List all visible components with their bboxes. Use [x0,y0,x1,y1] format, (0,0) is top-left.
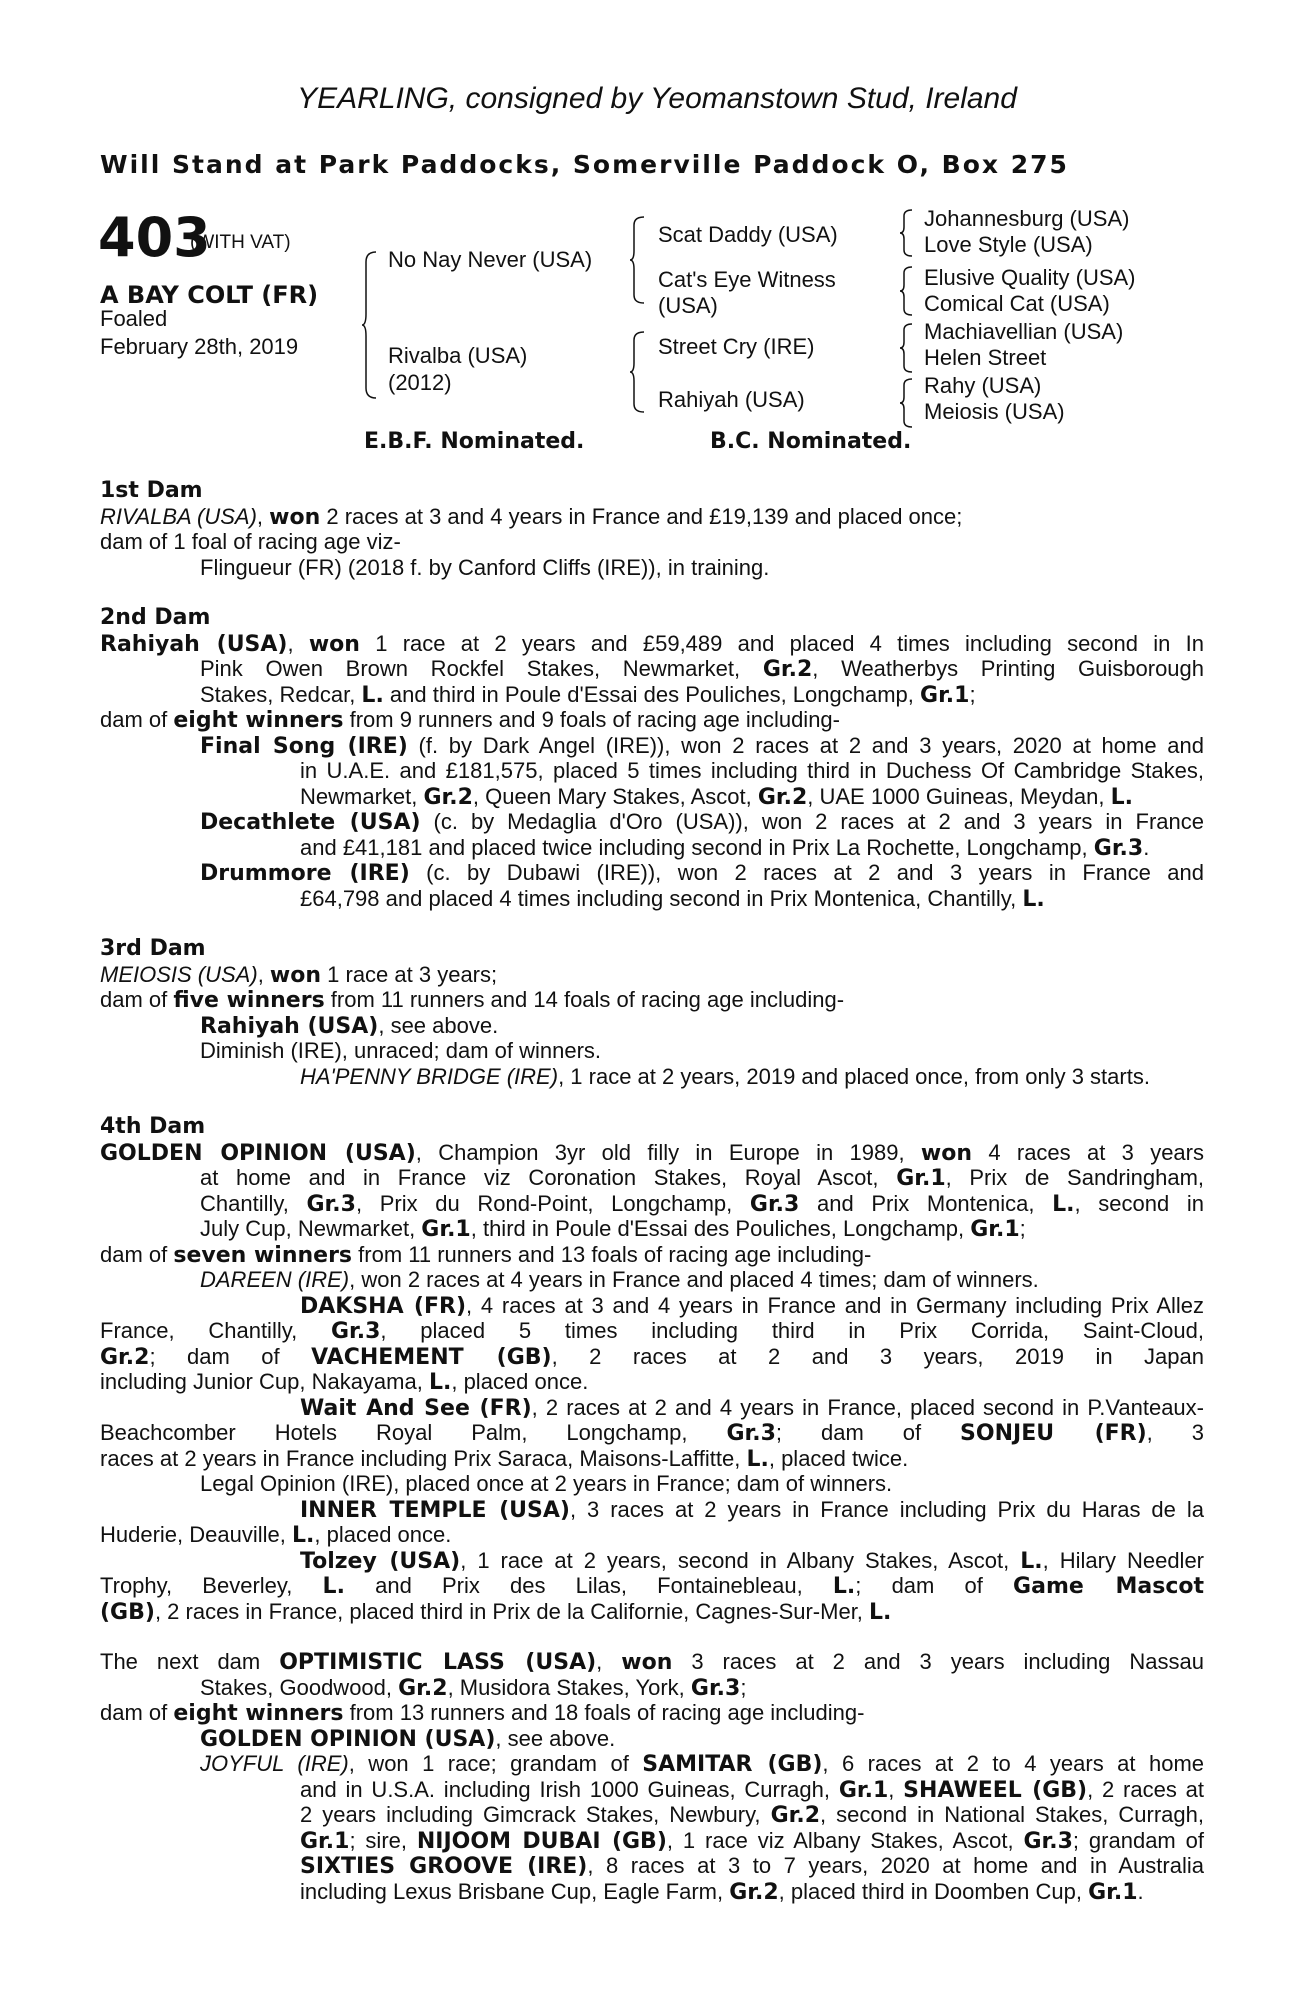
text-run: DAKSHA (FR) [300,1293,467,1319]
text-run: 3 races at 2 and 3 years including Nassau [672,1649,1204,1674]
text-run: Gr.1 [421,1217,471,1242]
text-run: HA'PENNY BRIDGE (IRE) [300,1063,559,1089]
text-run: Gr.2 [729,1879,779,1905]
text-run: , 1 race at 2 years, second in Albany Stakes, Ascot, [460,1547,1021,1573]
text-line [100,1064,1204,1090]
text-line [100,631,1204,657]
g-ssd: Love Style (USA) [924,232,1093,257]
text-run: in U.A.E. and £181,575, placed 5 times including third in Duchess Of Cambridge Stakes, [300,758,1204,783]
text-run: , placed 5 times including third in Prix Corrida, Saint-Cloud, [380,1318,1204,1343]
text-run: Decathlete (USA) [200,810,421,835]
text-run: NIJOOM DUBAI (GB) [416,1828,667,1854]
text-run: , 3 races at 2 years in France including Prix du Haras de la [569,1496,1204,1522]
text-run: and Prix des Lilas, Fontainebleau, [344,1573,833,1598]
text-run: eight winners [173,708,344,733]
text-run: , [596,1649,622,1674]
text-run: The next dam [100,1649,280,1674]
text-line [100,784,1204,810]
text-run: from 11 runners and 14 foals of racing age including- [324,987,845,1012]
text-line [100,707,1204,733]
text-run: L. [746,1446,769,1472]
text-line [100,1522,1204,1548]
text-run: SHAWEEL (GB) [903,1777,1088,1803]
text-line [100,1599,1204,1625]
sire-dam: Cat's Eye Witness [658,267,836,292]
text-run: eight winners [173,1701,344,1726]
location-line: Will Stand at Park Paddocks, Somerville Paddock O, Box 275 [100,150,1069,179]
text-line [100,1242,1204,1268]
text-run: 1 race at 2 years and £59,489 and placed 4 times including second in In [359,630,1204,656]
text-run: Gr.1 [838,1777,889,1803]
text-run: L. [869,1599,892,1625]
foaled-date: February 28th, 2019 [100,334,299,359]
text-run: , UAE 1000 Guineas, Meydan, [807,783,1111,809]
text-run: Gr.3 [306,1191,356,1217]
text-run: , placed once. [314,1522,452,1547]
text-line [100,1802,1204,1828]
text-run: at home and in France viz Coronation Stakes, Royal Ascot, [200,1165,897,1190]
text-run: ; sire, [349,1827,417,1853]
text-run: Gr.3 [330,1319,381,1344]
text-run: Stakes, Redcar, [200,681,362,707]
text-run: 1 race at 3 years; [321,961,498,987]
text-run: July Cup, Newmarket, [200,1216,422,1241]
text-run: JOYFUL (IRE) [200,1751,349,1776]
text-line [100,1293,1204,1319]
text-run: Newmarket, [300,783,424,809]
text-run: Chantilly, [200,1190,307,1216]
section-gap [100,911,1204,936]
section-heading: 1st Dam [100,478,203,503]
text-run: Legal Opinion (IRE), placed once at 2 years in France; dam of winners. [200,1471,893,1496]
text-line [100,733,1204,759]
text-run: Final Song (IRE) [200,733,408,759]
text-run: Gr.2 [423,784,473,810]
text-run: OPTIMISTIC LASS (USA) [279,1650,597,1675]
text-line [100,886,1204,912]
text-run: , Prix du Rond-Point, Longchamp, [355,1190,750,1216]
text-line [100,529,1204,555]
pedigree-brace-1 [900,208,914,258]
pedigree-brace-dam [630,330,646,414]
text-run: Rahiyah (USA) [100,631,288,657]
text-run: Gr.1 [1088,1879,1138,1905]
text-run: . [1143,834,1150,860]
text-run: from 11 runners and 13 foals of racing age including- [352,1241,872,1267]
text-run: , see above. [495,1725,616,1751]
text-run: won [621,1650,673,1675]
text-run: dam of [100,1241,174,1267]
text-line [100,1140,1204,1166]
text-run: dam of 1 foal of racing age viz- [100,529,401,554]
text-run: ; grandam of [1072,1827,1204,1853]
text-run: Flingueur (FR) (2018 f. by Canford Cliffs (IRE)), in training. [200,554,770,580]
section-heading: 4th Dam [100,1114,206,1139]
text-run: , second in [1074,1190,1204,1216]
text-run: , 2 races in France, placed third in Prix de la Californie, Cagnes-Sur-Mer, [154,1598,870,1624]
text-run: , 6 races at 2 to 4 years at home [822,1751,1205,1776]
text-run: , placed third in Doomben Cup, [778,1878,1089,1904]
text-line [100,1726,1204,1752]
pedigree-brace-2 [900,265,914,317]
text-line [100,1216,1204,1242]
pedigree-brace-3 [900,322,914,374]
text-run: , won 1 race; grandam of [348,1751,643,1776]
text-run: 4 races at 3 years [972,1139,1204,1165]
text-run: ; dam of [855,1573,1014,1598]
text-run: Stakes, Goodwood, [200,1674,399,1700]
text-run: and in U.S.A. including Irish 1000 Guineas, Curragh, [300,1776,839,1802]
text-run: SONJEU (FR) [960,1421,1147,1446]
text-run: Wait And See (FR) [300,1395,532,1421]
text-run: won [269,504,321,530]
text-run: , won 2 races at 4 years in France and placed 4 times; dam of winners. [349,1267,1039,1292]
section-gap [100,1089,1204,1114]
text-run: ; dam of [775,1420,961,1445]
text-run: Beachcomber Hotels Royal Palm, Longchamp, [100,1420,727,1445]
text-line [100,1777,1204,1803]
text-line [100,1675,1204,1701]
text-run: , placed twice. [768,1445,909,1471]
text-line [100,1548,1204,1574]
text-run: , [256,503,270,529]
text-run: Gr.3 [690,1675,741,1701]
text-run: Gr.3 [749,1191,800,1217]
text-run: Gr.3 [1023,1828,1073,1854]
text-run: dam of [100,1700,174,1725]
section-heading: 2nd Dam [100,605,211,630]
text-run: L. [1052,1191,1075,1217]
text-run: seven winners [173,1242,353,1268]
text-run: including Lexus Brisbane Cup, Eagle Farm, [300,1878,730,1904]
text-line [100,1497,1204,1523]
text-line [100,656,1204,682]
sire-sire: Scat Daddy (USA) [658,222,838,247]
text-run: from 13 runners and 18 foals of racing age including- [343,1700,865,1725]
text-run: Gr.2 [398,1675,448,1701]
text-line [100,504,1204,530]
ebf-nominated: E.B.F. Nominated. [364,429,585,454]
text-run: L. [428,1370,452,1395]
text-run: dam of [100,987,174,1012]
text-line [100,1751,1204,1777]
consignment-line: YEARLING, consigned by Yeomanstown Stud, Ireland [297,82,1017,115]
text-line [100,555,1204,581]
text-run: L. [832,1574,856,1599]
g-dds: Rahy (USA) [924,373,1042,398]
g-sss: Johannesburg (USA) [924,206,1130,231]
dam-year: (2012) [388,370,452,395]
text-run: , [888,1776,904,1802]
text-run: ; [969,681,976,707]
foaled-label: Foaled [100,306,168,331]
text-line [100,1879,1204,1905]
text-line [100,1318,1204,1344]
text-run: , 2 races at [1087,1776,1204,1802]
text-run: Gr.3 [726,1421,776,1446]
text-run: won [269,962,322,988]
text-line [100,1853,1204,1879]
text-run: (f. by Dark Angel (IRE)), won 2 races at 2 and 3 years, 2020 at home and [407,732,1204,758]
text-run: dam of [100,707,174,732]
text-run: Huderie, Deauville, [100,1522,292,1547]
g-dsd: Helen Street [924,345,1047,370]
text-run: , 1 race at 2 years, 2019 and placed once, from only 3 starts. [558,1063,1150,1089]
text-run: , second in National Stakes, Curragh, [820,1802,1205,1827]
text-line [100,1013,1204,1039]
dam: Rivalba (USA) [388,343,528,368]
text-run: and third in Poule d'Essai des Pouliches, Longchamp, [383,681,921,707]
text-line [100,1165,1204,1191]
text-run: , Queen Mary Stakes, Ascot, [472,783,758,809]
section-gap [100,1624,1204,1649]
bc-nominated: B.C. Nominated. [710,429,912,454]
text-run: , Hilary Needler [1042,1547,1205,1573]
text-run: SAMITAR (GB) [642,1752,823,1777]
text-run: five winners [173,988,325,1013]
text-run: VACHEMENT (GB) [311,1344,552,1370]
text-run: L. [291,1523,315,1548]
g-sds: Elusive Quality (USA) [924,265,1136,290]
text-run: Gr.1 [920,682,970,708]
text-line [100,1191,1204,1217]
text-run: Diminish (IRE), unraced; dam of winners. [200,1038,602,1063]
g-dss: Machiavellian (USA) [924,319,1124,344]
dam-sire: Street Cry (IRE) [658,334,815,359]
text-run: races at 2 years in France including Prix Saraca, Maisons-Laffitte, [100,1445,747,1471]
text-line [100,1420,1204,1446]
text-line [100,1573,1204,1599]
text-run: , [257,961,270,987]
text-run: Rahiyah (USA) [200,1013,379,1039]
text-run: Gr.2 [757,784,808,810]
text-run: L. [361,682,384,708]
pedigree-brace-main [362,250,378,400]
text-run: France, Chantilly, [100,1318,331,1343]
text-run: , 3 [1146,1420,1204,1445]
text-line [100,1267,1204,1293]
text-run: Gr.1 [896,1166,946,1191]
text-line [100,758,1204,784]
text-line [100,1649,1204,1675]
text-line [100,1700,1204,1726]
text-run: Gr.2 [762,657,813,682]
text-line [100,1395,1204,1421]
text-line [100,1038,1204,1064]
text-run: Gr.2 [770,1803,821,1828]
text-run: SIXTIES GROOVE (IRE) [300,1854,588,1879]
sire: No Nay Never (USA) [388,247,593,272]
text-run: (GB) [100,1599,155,1625]
vat-note: (WITH VAT) [190,232,291,253]
text-line [100,835,1204,861]
text-run: from 9 runners and 9 foals of racing age including- [343,707,840,732]
text-run: GOLDEN OPINION (USA) [200,1726,496,1752]
catalogue-text [100,478,1204,1904]
section-gap [100,580,1204,605]
text-run: won [308,631,360,657]
text-run: RIVALBA (USA) [100,503,257,529]
text-run: L. [1110,784,1133,810]
text-line [100,962,1204,988]
text-run: Gr.1 [970,1217,1020,1242]
text-run: ; [740,1674,747,1700]
text-run: , Champion 3yr old filly in Europe in 1989, [415,1139,921,1165]
text-run: (c. by Medaglia d'Oro (USA)), won 2 races at 2 and 3 years in France [420,809,1204,834]
text-run: and Prix Montenica, [799,1190,1053,1216]
text-run: £64,798 and placed 4 times including second in Prix Montenica, Chantilly, [300,885,1023,911]
text-run: ; dam of [149,1343,312,1369]
text-run: , Weatherbys Printing Guisborough [812,656,1205,681]
sire-dam-country: (USA) [658,293,718,318]
text-line [100,1446,1204,1472]
text-run: L. [1022,886,1045,912]
text-run: Gr.3 [1093,835,1144,861]
text-run: 2 races at 3 and 4 years in France and £19,139 and placed once; [320,503,963,529]
text-run: Tolzey (USA) [300,1548,461,1574]
dam-dam: Rahiyah (USA) [658,387,805,412]
text-line [100,1369,1204,1395]
text-run: , see above. [378,1012,499,1038]
text-run: including Junior Cup, Nakayama, [100,1369,429,1394]
lot-number: 403 [98,206,211,269]
pedigree-brace-sire [630,215,646,305]
text-run: , third in Poule d'Essai des Pouliches, Longchamp, [470,1216,971,1241]
text-run: INNER TEMPLE (USA) [300,1497,570,1523]
text-run: L. [322,1574,345,1599]
text-run: , [287,630,309,656]
section-heading: 3rd Dam [100,936,206,961]
text-line [100,1471,1204,1497]
text-run: Game Mascot [1013,1574,1205,1599]
text-run: , 8 races at 3 to 7 years, 2020 at home and in Australia [587,1853,1204,1878]
text-run: Gr.1 [300,1828,350,1854]
lot-title: A BAY COLT (FR) [100,281,319,309]
text-run: (c. by Dubawi (IRE)), won 2 races at 2 and 3 years in France and [409,860,1204,885]
text-run: , 2 races at 2 and 4 years in France, placed second in P.Vanteaux- [531,1394,1204,1420]
text-run: , Musidora Stakes, York, [447,1674,691,1700]
text-run: won [920,1140,973,1166]
text-line [100,987,1204,1013]
text-run: Gr.2 [100,1344,150,1370]
text-run: GOLDEN OPINION (USA) [100,1140,416,1166]
text-line [100,682,1204,708]
text-run: L. [1020,1548,1043,1574]
text-run: . [1137,1878,1144,1904]
text-run: , 1 race viz Albany Stakes, Ascot, [666,1827,1024,1853]
text-run: Drummore (IRE) [200,861,410,886]
text-run: 2 years including Gimcrack Stakes, Newbury, [300,1802,771,1827]
text-run: , 4 races at 3 and 4 years in France and in Germany including Prix Allez [466,1292,1204,1318]
text-run: Pink Owen Brown Rockfel Stakes, Newmarket, [200,656,763,681]
g-sdd: Comical Cat (USA) [924,291,1110,316]
pedigree-brace-4 [900,377,914,429]
text-run: and £41,181 and placed twice including second in Prix La Rochette, Longchamp, [300,834,1094,860]
text-line [100,1344,1204,1370]
text-run: , Prix de Sandringham, [945,1165,1205,1190]
text-run: ; [1019,1216,1026,1241]
text-run: Trophy, Beverley, [100,1573,323,1598]
g-ddd: Meiosis (USA) [924,399,1065,424]
text-line [100,809,1204,835]
text-run: MEIOSIS (USA) [100,961,258,987]
text-line [100,860,1204,886]
text-run: DAREEN (IRE) [200,1267,350,1292]
text-run: , placed once. [451,1369,589,1394]
text-run: , 2 races at 2 and 3 years, 2019 in Japan [551,1343,1204,1369]
text-line [100,1828,1204,1854]
